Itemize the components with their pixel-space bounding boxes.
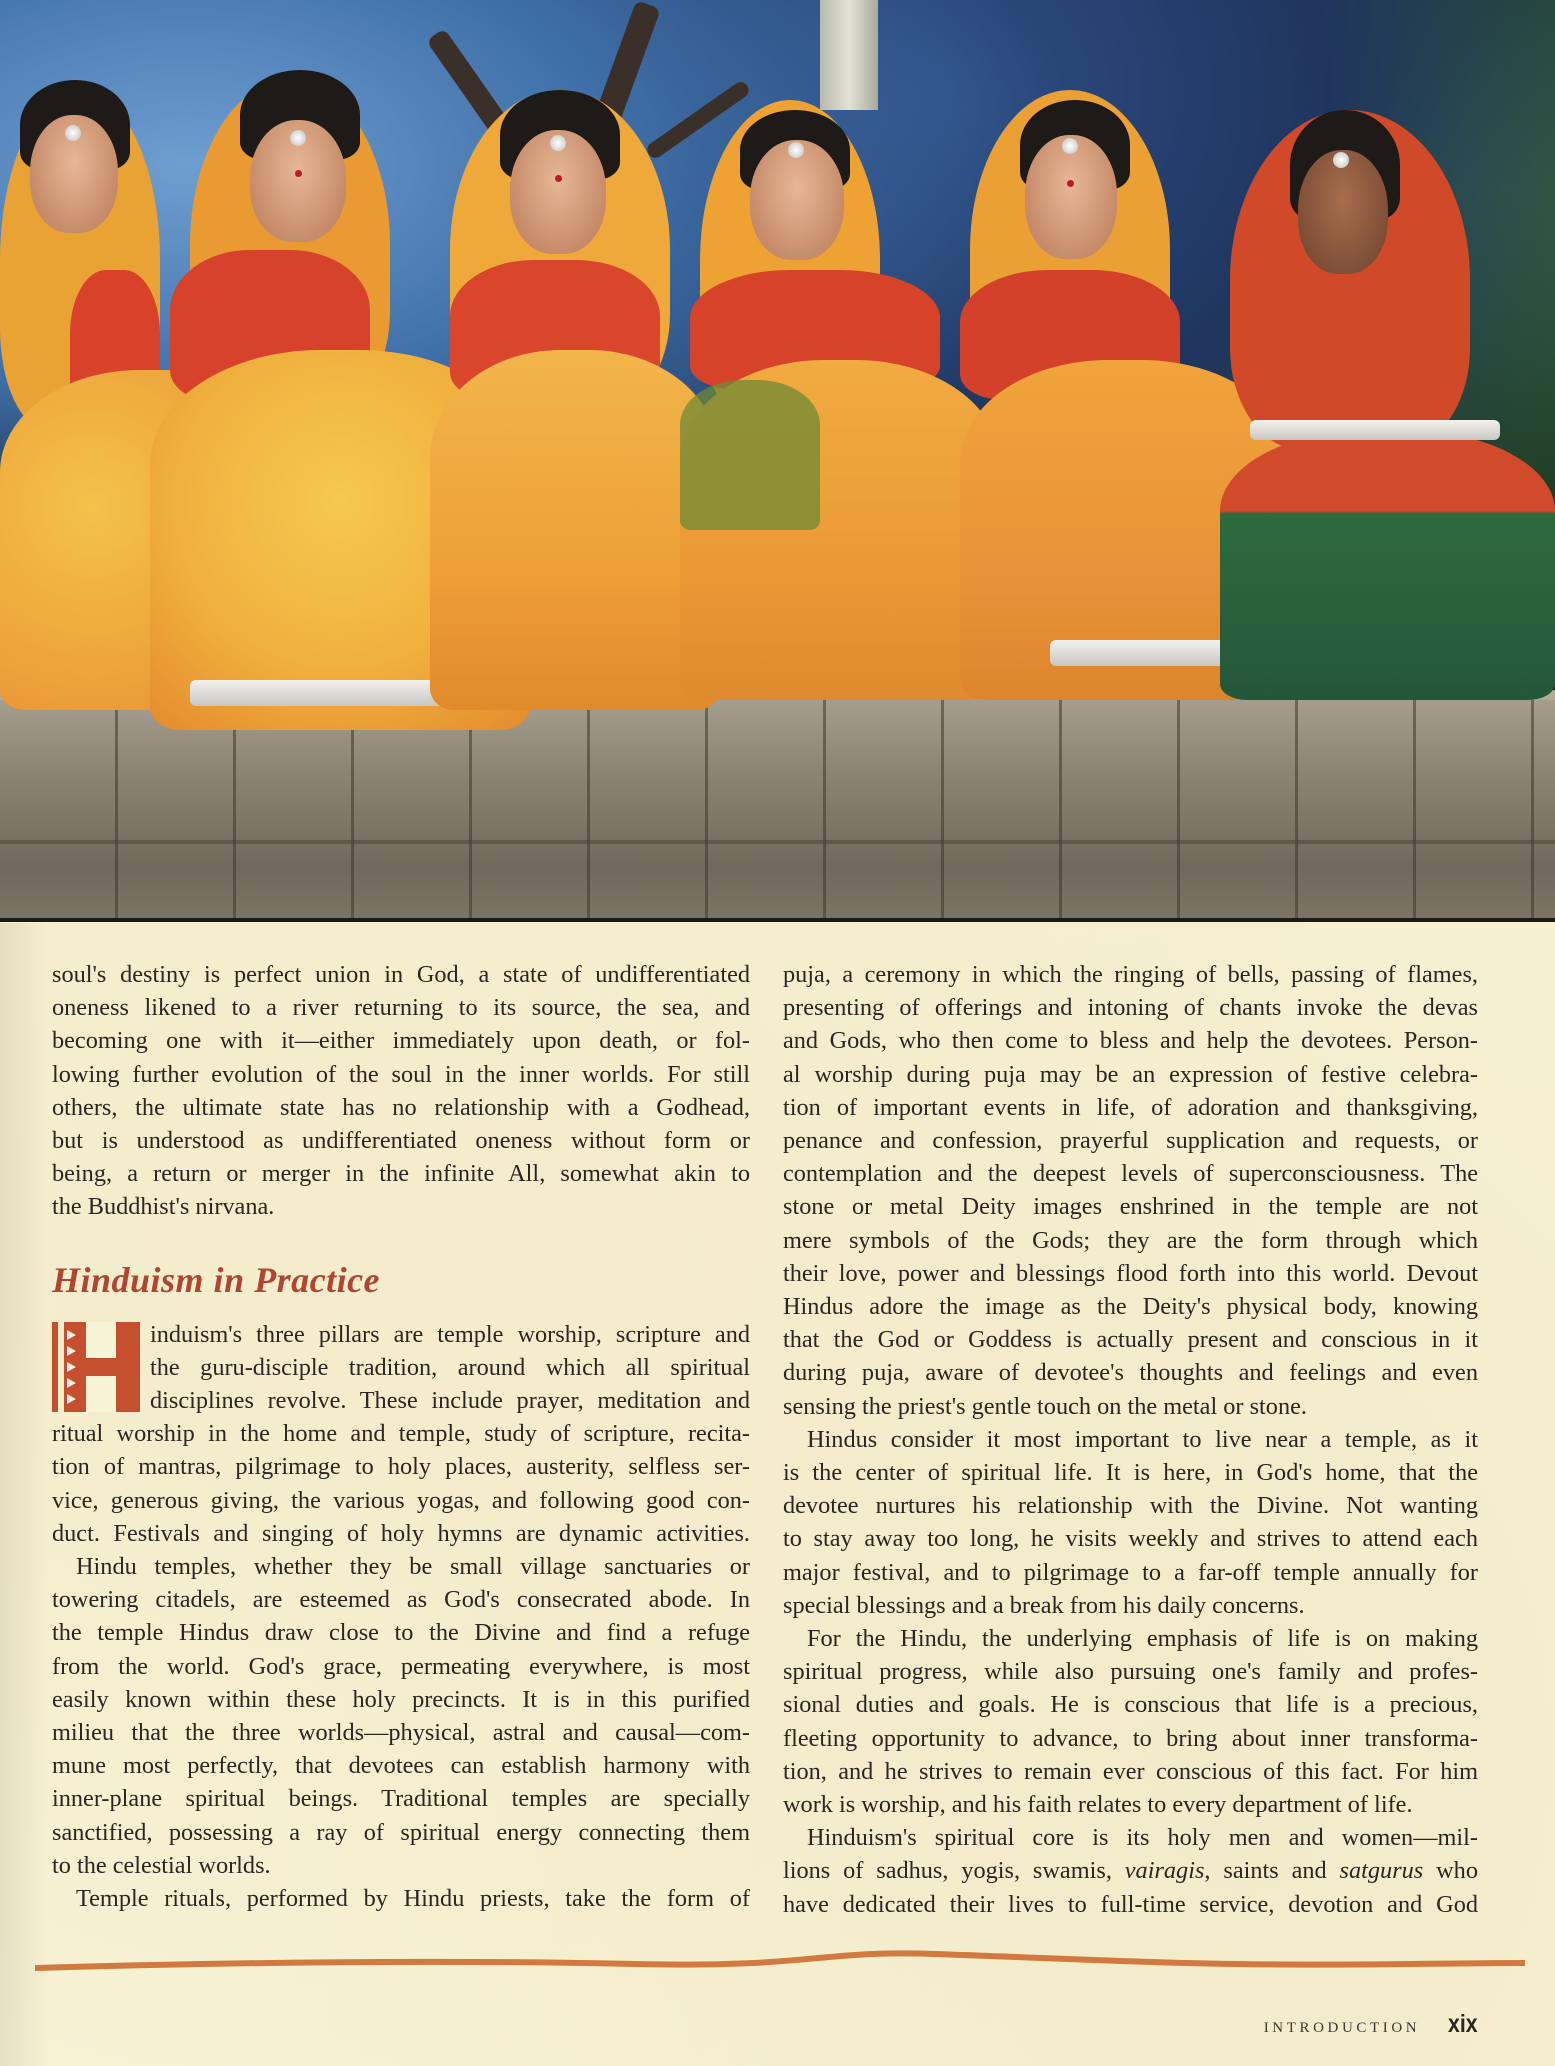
text-line: that the God or Goddess is actually present and conscious in it <box>783 1326 1478 1354</box>
figure-woman-6 <box>1220 90 1555 700</box>
holy-men-paragraph <box>783 1821 1478 1921</box>
triangle-ornament-icon <box>67 1394 76 1404</box>
triangle-ornament-icon <box>67 1346 76 1356</box>
text-line: towering citadels, are esteemed as God's consecrated abode. In <box>52 1586 750 1614</box>
text-line: have dedicated their lives to full-time service, devotion and God <box>783 1890 1478 1918</box>
stone-wall <box>0 700 1555 922</box>
text-line: the temple Hindus draw close to the Divine and find a refuge <box>52 1619 750 1647</box>
text-line: mere symbols of the Gods; they are the form through which <box>783 1226 1478 1254</box>
text-run: , saints and <box>1204 1857 1340 1885</box>
text-line: from the world. God's grace, permeating everywhere, is most <box>52 1652 750 1680</box>
rituals-paragraph <box>52 1882 750 1915</box>
text-line: their love, power and blessings flood forth into this world. Devout <box>783 1259 1478 1287</box>
text-line: stone or metal Deity images enshrined in the temple are not <box>783 1193 1478 1221</box>
text-line: oneness likened to a river returning to its source, the sea, and <box>52 994 750 1022</box>
text-line: penance and confession, prayerful supplication and requests, or <box>783 1127 1478 1155</box>
running-footer-section: INTRODUCTION <box>1263 2020 1421 2036</box>
text-line: mune most perfectly, that devotees can establish harmony with <box>52 1752 750 1780</box>
wall-course-line <box>0 840 1555 844</box>
text-line: easily known within these holy precincts. It is in this purified <box>52 1685 750 1713</box>
cover-photo <box>0 0 1555 922</box>
intro-paragraph <box>52 958 750 1224</box>
text-line: Hindus adore the image as the Deity's physical body, knowing <box>783 1293 1478 1321</box>
text-line: Hindus consider it most important to live near a temple, as it <box>807 1425 1478 1453</box>
text-line: vice, generous giving, the various yogas, and following good con- <box>52 1486 750 1514</box>
decorative-dropcap-h <box>52 1322 140 1412</box>
text-line: the guru-disciple tradition, around which all spiritual <box>150 1353 750 1381</box>
text-line: lowing further evolution of the soul in the inner worlds. For still <box>52 1060 750 1088</box>
temples-paragraph <box>52 1550 750 1882</box>
text-line <box>783 1854 1478 1887</box>
text-line: others, the ultimate state has no relationship with a Godhead, <box>52 1093 750 1121</box>
binding-shadow <box>0 923 48 2066</box>
text-line: al worship during puja may be an expression of festive celebra- <box>783 1060 1478 1088</box>
text-column-right <box>783 958 1478 1921</box>
text-line: For the Hindu, the underlying emphasis of life is on making <box>807 1625 1478 1653</box>
page-footer <box>1264 2010 1483 2039</box>
text-line: tion of important events in life, of adoration and thanksgiving, <box>783 1093 1478 1121</box>
page-number: xix <box>1448 2010 1478 2038</box>
section-heading: Hinduism in Practice <box>52 1259 381 1300</box>
text-line: devotee nurtures his relationship with the Divine. Not wanting <box>783 1492 1478 1520</box>
text-line: Temple rituals, performed by Hindu priests, take the form of <box>76 1885 750 1913</box>
text-line: during puja, aware of devotee's thoughts and feelings and even <box>783 1359 1478 1387</box>
puja-paragraph <box>783 958 1478 1423</box>
wavy-divider-rule <box>35 1946 1525 1976</box>
italic-term: satgurus <box>1339 1857 1424 1885</box>
paragraph-with-dropcap <box>52 1318 750 1550</box>
text-line: tion, and he strives to remain ever conscious of this fact. For him <box>783 1757 1478 1785</box>
text-line: disciplines revolve. These include prayer, meditation and <box>150 1387 750 1415</box>
text-line: sional duties and goals. He is conscious that life is a precious, <box>783 1691 1478 1719</box>
text-line: induism's three pillars are temple worship, scripture and <box>150 1320 750 1348</box>
text-line: duct. Festivals and singing of holy hymns are dynamic activities. <box>52 1519 750 1547</box>
text-line: is the center of spiritual life. It is here, in God's home, that the <box>783 1459 1478 1487</box>
figure-woman-4 <box>680 80 1000 680</box>
text-line: special blessings and a break from his daily concerns. <box>783 1591 1305 1619</box>
text-column-left <box>52 958 750 1915</box>
triangle-ornament-icon <box>67 1378 76 1388</box>
photo-bottom-edge <box>0 918 1555 922</box>
text-line: sensing the priest's gentle touch on the metal or stone. <box>783 1392 1307 1420</box>
text-line: spiritual progress, while also pursuing one's family and profes- <box>783 1658 1478 1686</box>
text-line: work is worship, and his faith relates to every department of life. <box>783 1791 1413 1819</box>
text-line: milieu that the three worlds—physical, astral and causal—com- <box>52 1719 750 1747</box>
italic-term: vairagis <box>1124 1857 1205 1885</box>
text-line: soul's destiny is perfect union in God, a state of undifferentiated <box>52 961 750 988</box>
triangle-ornament-icon <box>67 1362 76 1372</box>
text-line: major festival, and to pilgrimage to a far-off temple annually for <box>783 1558 1478 1586</box>
text-line: presenting of offerings and intoning of chants invoke the devas <box>783 994 1478 1022</box>
triangle-ornament-icon <box>67 1330 76 1340</box>
text-line: to the celestial worlds. <box>52 1851 271 1879</box>
pillars-paragraph <box>52 1318 750 1550</box>
text-line: inner-plane spiritual beings. Traditional temples are specially <box>52 1785 750 1813</box>
text-line: the Buddhist's nirvana. <box>52 1193 275 1221</box>
text-line: to stay away too long, he visits weekly and strives to attend each <box>783 1525 1478 1553</box>
text-run: who <box>1423 1857 1478 1885</box>
text-line: fleeting opportunity to advance, to bring about inner transforma- <box>783 1724 1478 1752</box>
text-line: ritual worship in the home and temple, study of scripture, recita- <box>52 1420 750 1448</box>
text-line: Hindu temples, whether they be small village sanctuaries or <box>76 1553 750 1581</box>
text-line: becoming one with it—either immediately upon death, or fol- <box>52 1027 750 1055</box>
figure-woman-3 <box>430 70 720 690</box>
text-run: lions of sadhus, yogis, swamis, <box>783 1857 1125 1885</box>
text-line: Hinduism's spiritual core is its holy men and women—mil- <box>807 1824 1478 1852</box>
spiritual-progress-paragraph <box>783 1622 1478 1821</box>
text-line: and Gods, who then come to bless and help the devotees. Person- <box>783 1027 1478 1055</box>
text-line: puja, a ceremony in which the ringing of bells, passing of flames, <box>783 961 1478 988</box>
text-line: contemplation and the deepest levels of superconsciousness. The <box>783 1160 1478 1188</box>
dropcap-bar <box>52 1322 58 1412</box>
text-line: but is understood as undifferentiated oneness without form or <box>52 1127 750 1155</box>
text-line: sanctified, possessing a ray of spiritual energy connecting them <box>52 1818 750 1846</box>
text-line: being, a return or merger in the infinite All, somewhat akin to <box>52 1160 750 1188</box>
near-temple-paragraph <box>783 1423 1478 1622</box>
text-line: tion of mantras, pilgrimage to holy places, austerity, selfless ser- <box>52 1453 750 1481</box>
